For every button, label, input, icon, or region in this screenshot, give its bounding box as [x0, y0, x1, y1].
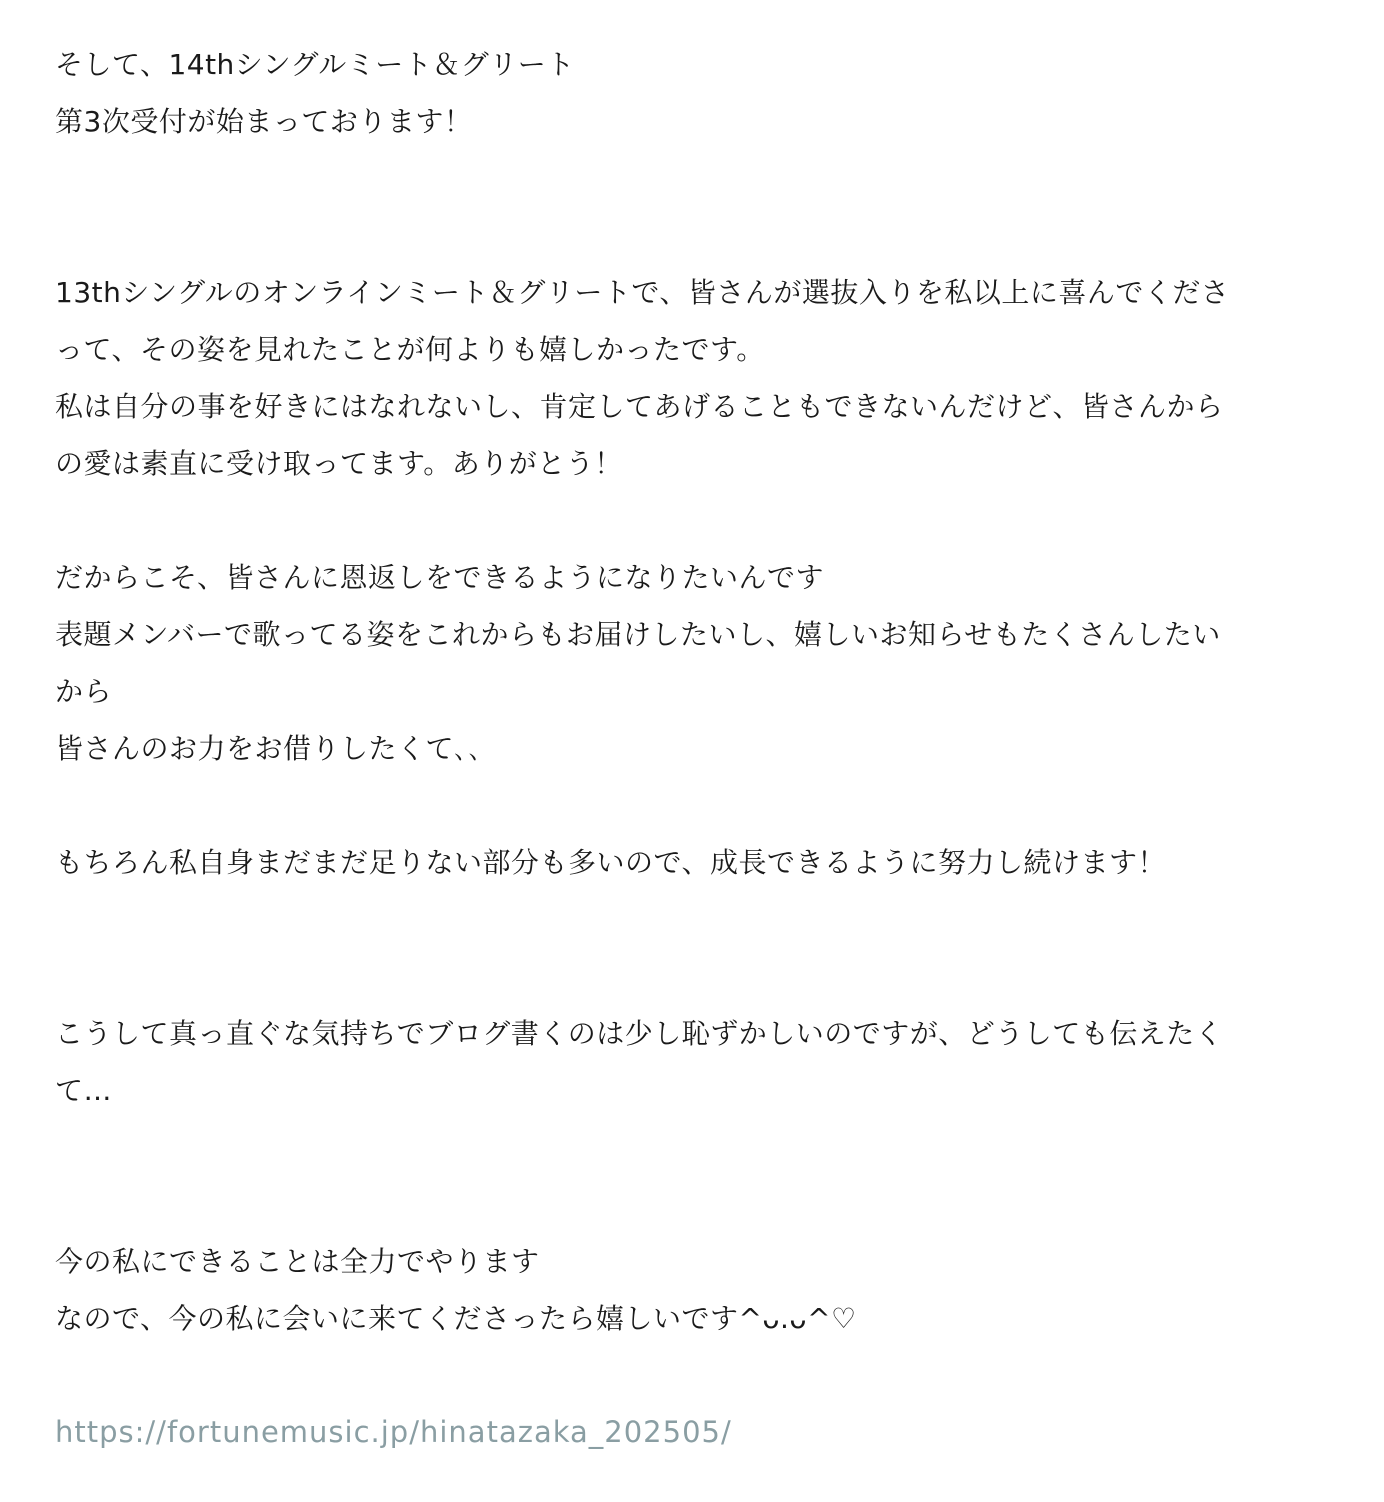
post-line: 今の私にできることは全力でやります [55, 1245, 540, 1278]
paragraph-spacer [55, 1347, 1305, 1404]
post-line: の愛は素直に受け取ってます。ありがとう！ [55, 447, 623, 480]
paragraph-spacer [55, 777, 1305, 834]
paragraph-spacer [55, 492, 1305, 549]
paragraph-spacer [55, 891, 1305, 1005]
post-line: て… [55, 1074, 113, 1107]
post-line: から [55, 675, 113, 708]
paragraph-spacer [55, 150, 1305, 264]
paragraph-spacer [55, 1119, 1305, 1233]
post-line: 第3次受付が始まっております！ [55, 105, 473, 138]
blog-post-body [55, 36, 1305, 1461]
post-line: もちろん私自身まだまだ足りない部分も多いので、成長できるように努力し続けます！ [55, 846, 1166, 879]
post-line: だからこそ、皆さんに恩返しをできるようになりたいんです [55, 561, 824, 594]
post-line: そして、14thシングルミート＆グリート [55, 48, 575, 81]
post-line: 13thシングルのオンラインミート＆グリートで、皆さんが選抜入りを私以上に喜んでくださ [55, 276, 1230, 309]
post-line: 私は自分の事を好きにはなれないし、肯定してあげることもできないんだけど、皆さんから [55, 390, 1224, 423]
post-line: 皆さんのお力をお借りしたくて､､ [55, 732, 484, 765]
fortunemusic-link[interactable]: https://fortunemusic.jp/hinatazaka_202505/ [55, 1415, 732, 1449]
post-line: なので、今の私に会いに来てくださったら嬉しいです^ᴗ.ᴗ^♡ [55, 1302, 857, 1335]
post-line: こうして真っ直ぐな気持ちでブログ書くのは少し恥ずかしいのですが、どうしても伝えたく [55, 1017, 1224, 1050]
post-line: って、その姿を見れたことが何よりも嬉しかったです。 [55, 333, 765, 366]
post-line: 表題メンバーで歌ってる姿をこれからもお届けしたいし、嬉しいお知らせもたくさんしたい [55, 618, 1221, 651]
